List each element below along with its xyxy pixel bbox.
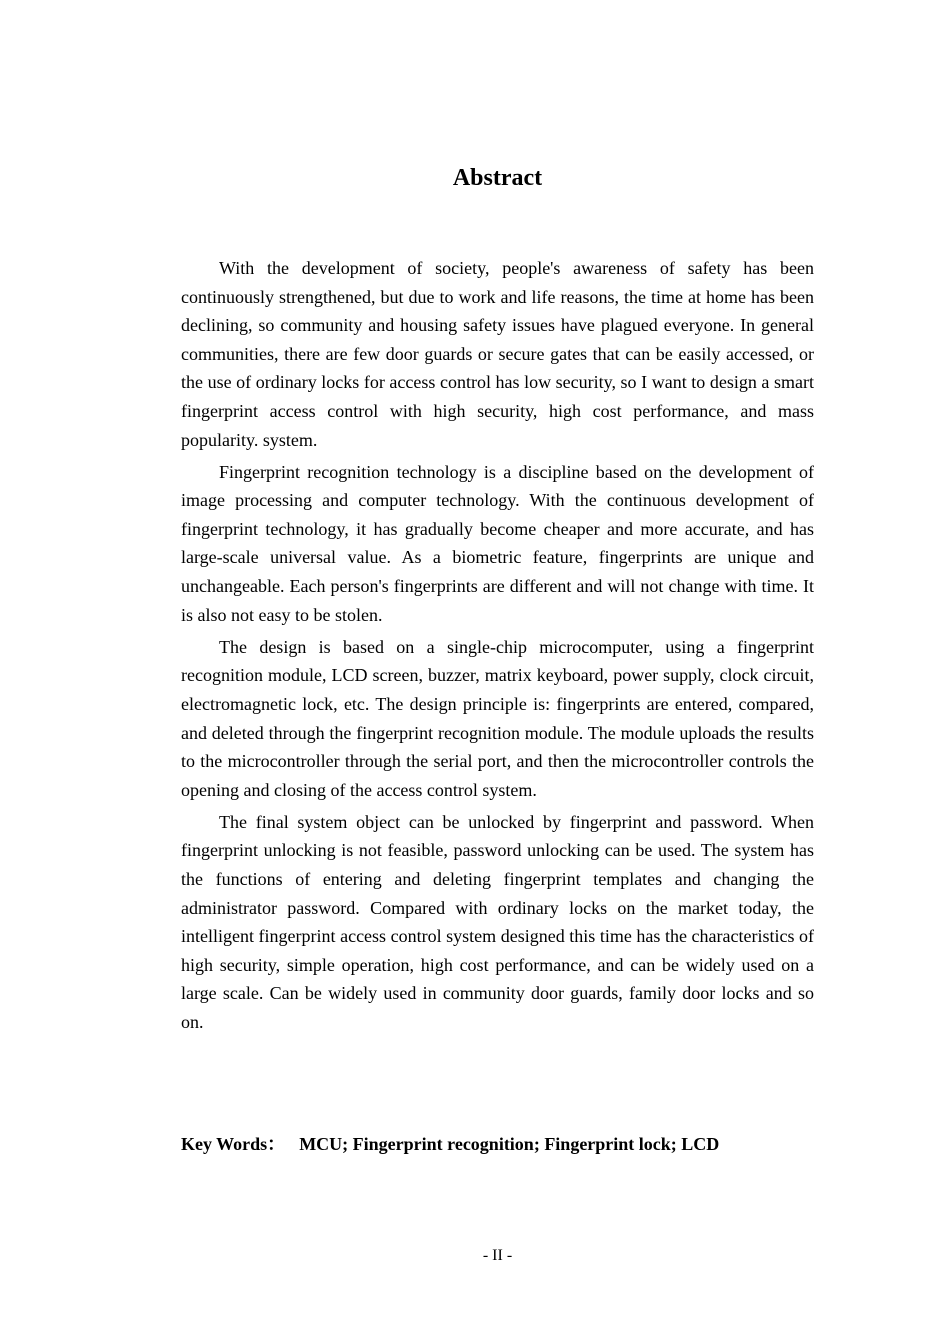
keywords-line [181, 1130, 881, 1158]
abstract-paragraph-4: The final system object can be unlocked by fingerprint and password. When fingerprint unlocking is not feasible, password unlocking can be used. The system has the functions of entering and deleting fingerprint templates and changing the administrator password. Compared with ordinary locks on the market today, the intelligent fingerprint access control system designed this time has the characteristics of high security, simple operation, high cost performance, and can be widely used on a large scale. Can be widely used in community door guards, family door locks and so on. [181, 811, 814, 1032]
abstract-paragraph-1: With the development of society, people's awareness of safety has been continuously strengthened, but due to work and life reasons, the time at home has been declining, so community and housing safety issues have plagued everyone. In general communities, there are few door guards or secure gates that can be easily accessed, or the use of ordinary locks for access control has low security, so I want to design a smart fingerprint access control with high security, high cost performance, and mass popularity. system. [181, 258, 814, 450]
page-number: - II - [482, 1247, 513, 1264]
page-title: Abstract [452, 165, 543, 191]
keywords-label: Key Words： [181, 1134, 286, 1154]
keywords-value: MCU; Fingerprint recognition; Fingerprint lock; LCD [299, 1134, 720, 1154]
abstract-body [181, 254, 814, 1040]
abstract-paragraph-2: Fingerprint recognition technology is a discipline based on the development of image processing and computer technology. With the continuous development of fingerprint technology, it has gradually become cheaper and more accurate, and has large-scale universal value. As a biometric feature, fingerprints are unique and unchangeable. Each person's fingerprints are different and will not change with time. It is also not easy to be stolen. [181, 461, 814, 625]
abstract-paragraph-3: The design is based on a single-chip microcomputer, using a fingerprint recognition module, LCD screen, buzzer, matrix keyboard, power supply, clock circuit, electromagnetic lock, etc. The design principle is: fingerprints are entered, compared, and deleted through the fingerprint recognition module. The module uploads the results to the microcontroller through the serial port, and then the microcontroller controls the opening and closing of the access control system. [181, 636, 814, 800]
